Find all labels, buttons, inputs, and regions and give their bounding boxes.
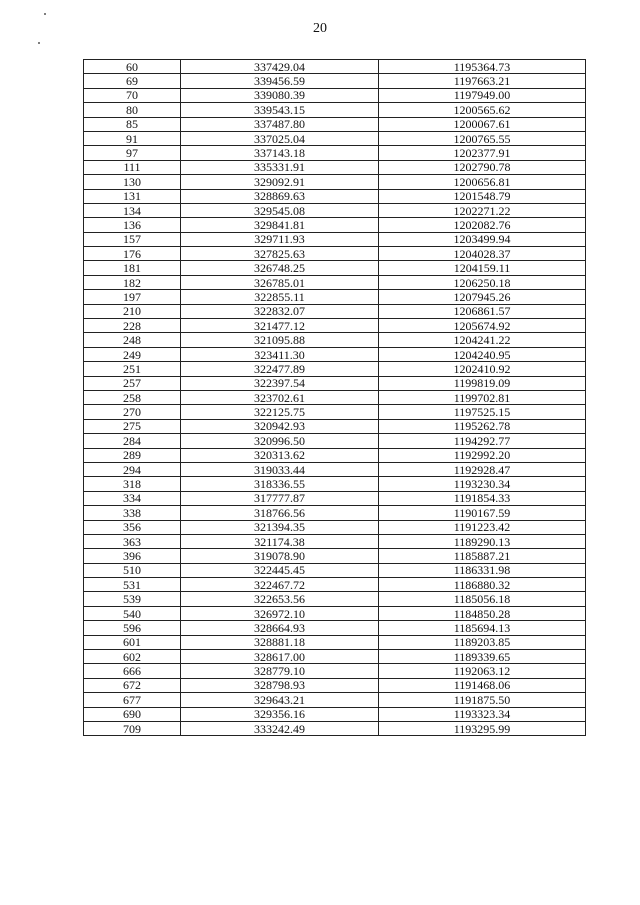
table-row xyxy=(84,592,586,606)
point-number-cell: 130 xyxy=(84,175,181,189)
x-coordinate-cell: 320996.50 xyxy=(181,434,379,448)
x-coordinate-cell: 326972.10 xyxy=(181,606,379,620)
table-row xyxy=(84,491,586,505)
y-coordinate-cell: 1207945.26 xyxy=(379,290,586,304)
table-row xyxy=(84,520,586,534)
point-number-cell: 338 xyxy=(84,506,181,520)
point-number-cell: 289 xyxy=(84,448,181,462)
table-row xyxy=(84,290,586,304)
table-body xyxy=(84,60,586,736)
point-number-cell: 531 xyxy=(84,578,181,592)
y-coordinate-cell: 1191468.06 xyxy=(379,678,586,692)
x-coordinate-cell: 337143.18 xyxy=(181,146,379,160)
x-coordinate-cell: 322477.89 xyxy=(181,362,379,376)
x-coordinate-cell: 322832.07 xyxy=(181,304,379,318)
x-coordinate-cell: 329545.08 xyxy=(181,203,379,217)
table-row xyxy=(84,606,586,620)
x-coordinate-cell: 320942.93 xyxy=(181,419,379,433)
point-number-cell: 539 xyxy=(84,592,181,606)
x-coordinate-cell: 335331.91 xyxy=(181,160,379,174)
point-number-cell: 356 xyxy=(84,520,181,534)
point-number-cell: 210 xyxy=(84,304,181,318)
table-row xyxy=(84,434,586,448)
x-coordinate-cell: 322397.54 xyxy=(181,376,379,390)
y-coordinate-cell: 1201548.79 xyxy=(379,189,586,203)
x-coordinate-cell: 329092.91 xyxy=(181,175,379,189)
y-coordinate-cell: 1193323.34 xyxy=(379,707,586,721)
point-number-cell: 540 xyxy=(84,606,181,620)
point-number-cell: 181 xyxy=(84,261,181,275)
y-coordinate-cell: 1195364.73 xyxy=(379,60,586,74)
y-coordinate-cell: 1191854.33 xyxy=(379,491,586,505)
y-coordinate-cell: 1197525.15 xyxy=(379,405,586,419)
x-coordinate-cell: 321095.88 xyxy=(181,333,379,347)
point-number-cell: 666 xyxy=(84,664,181,678)
y-coordinate-cell: 1200656.81 xyxy=(379,175,586,189)
point-number-cell: 248 xyxy=(84,333,181,347)
point-number-cell: 709 xyxy=(84,721,181,735)
y-coordinate-cell: 1195262.78 xyxy=(379,419,586,433)
x-coordinate-cell: 322653.56 xyxy=(181,592,379,606)
x-coordinate-cell: 329643.21 xyxy=(181,693,379,707)
point-number-cell: 251 xyxy=(84,362,181,376)
y-coordinate-cell: 1206861.57 xyxy=(379,304,586,318)
x-coordinate-cell: 318336.55 xyxy=(181,477,379,491)
x-coordinate-cell: 333242.49 xyxy=(181,721,379,735)
table-row xyxy=(84,578,586,592)
point-number-cell: 70 xyxy=(84,88,181,102)
x-coordinate-cell: 337487.80 xyxy=(181,117,379,131)
point-number-cell: 275 xyxy=(84,419,181,433)
coordinates-table xyxy=(83,59,586,736)
x-coordinate-cell: 322125.75 xyxy=(181,405,379,419)
x-coordinate-cell: 323702.61 xyxy=(181,390,379,404)
point-number-cell: 270 xyxy=(84,405,181,419)
y-coordinate-cell: 1206250.18 xyxy=(379,275,586,289)
x-coordinate-cell: 328664.93 xyxy=(181,621,379,635)
y-coordinate-cell: 1189339.65 xyxy=(379,650,586,664)
y-coordinate-cell: 1192928.47 xyxy=(379,462,586,476)
x-coordinate-cell: 337025.04 xyxy=(181,131,379,145)
x-coordinate-cell: 337429.04 xyxy=(181,60,379,74)
table-row xyxy=(84,376,586,390)
table-row xyxy=(84,74,586,88)
y-coordinate-cell: 1203499.94 xyxy=(379,232,586,246)
point-number-cell: 60 xyxy=(84,60,181,74)
table-row xyxy=(84,693,586,707)
x-coordinate-cell: 339456.59 xyxy=(181,74,379,88)
scan-speck xyxy=(44,13,46,15)
table-row xyxy=(84,621,586,635)
y-coordinate-cell: 1189203.85 xyxy=(379,635,586,649)
y-coordinate-cell: 1190167.59 xyxy=(379,506,586,520)
y-coordinate-cell: 1202410.92 xyxy=(379,362,586,376)
y-coordinate-cell: 1192992.20 xyxy=(379,448,586,462)
point-number-cell: 249 xyxy=(84,347,181,361)
point-number-cell: 257 xyxy=(84,376,181,390)
table-row xyxy=(84,333,586,347)
x-coordinate-cell: 317777.87 xyxy=(181,491,379,505)
x-coordinate-cell: 339543.15 xyxy=(181,103,379,117)
x-coordinate-cell: 327825.63 xyxy=(181,247,379,261)
table-row xyxy=(84,635,586,649)
x-coordinate-cell: 321174.38 xyxy=(181,534,379,548)
y-coordinate-cell: 1185887.21 xyxy=(379,549,586,563)
point-number-cell: 510 xyxy=(84,563,181,577)
x-coordinate-cell: 329356.16 xyxy=(181,707,379,721)
table-row xyxy=(84,650,586,664)
y-coordinate-cell: 1186880.32 xyxy=(379,578,586,592)
table-row xyxy=(84,534,586,548)
point-number-cell: 197 xyxy=(84,290,181,304)
y-coordinate-cell: 1204241.22 xyxy=(379,333,586,347)
point-number-cell: 601 xyxy=(84,635,181,649)
table-row xyxy=(84,707,586,721)
point-number-cell: 80 xyxy=(84,103,181,117)
point-number-cell: 111 xyxy=(84,160,181,174)
point-number-cell: 690 xyxy=(84,707,181,721)
x-coordinate-cell: 328779.10 xyxy=(181,664,379,678)
y-coordinate-cell: 1202790.78 xyxy=(379,160,586,174)
x-coordinate-cell: 326785.01 xyxy=(181,275,379,289)
x-coordinate-cell: 319078.90 xyxy=(181,549,379,563)
point-number-cell: 136 xyxy=(84,218,181,232)
table-row xyxy=(84,175,586,189)
point-number-cell: 363 xyxy=(84,534,181,548)
page-number: 20 xyxy=(313,21,327,36)
y-coordinate-cell: 1191223.42 xyxy=(379,520,586,534)
point-number-cell: 396 xyxy=(84,549,181,563)
point-number-cell: 672 xyxy=(84,678,181,692)
table-row xyxy=(84,664,586,678)
table-row xyxy=(84,347,586,361)
table-row xyxy=(84,549,586,563)
x-coordinate-cell: 321477.12 xyxy=(181,319,379,333)
x-coordinate-cell: 319033.44 xyxy=(181,462,379,476)
table-row xyxy=(84,419,586,433)
x-coordinate-cell: 328881.18 xyxy=(181,635,379,649)
point-number-cell: 228 xyxy=(84,319,181,333)
table-row xyxy=(84,103,586,117)
table-row xyxy=(84,131,586,145)
table-row xyxy=(84,247,586,261)
y-coordinate-cell: 1185694.13 xyxy=(379,621,586,635)
table-row xyxy=(84,218,586,232)
table-row xyxy=(84,117,586,131)
x-coordinate-cell: 328798.93 xyxy=(181,678,379,692)
y-coordinate-cell: 1205674.92 xyxy=(379,319,586,333)
table-row xyxy=(84,203,586,217)
point-number-cell: 176 xyxy=(84,247,181,261)
point-number-cell: 97 xyxy=(84,146,181,160)
x-coordinate-cell: 339080.39 xyxy=(181,88,379,102)
table-row xyxy=(84,160,586,174)
point-number-cell: 134 xyxy=(84,203,181,217)
point-number-cell: 69 xyxy=(84,74,181,88)
x-coordinate-cell: 329711.93 xyxy=(181,232,379,246)
y-coordinate-cell: 1191875.50 xyxy=(379,693,586,707)
scan-speck xyxy=(38,42,40,44)
x-coordinate-cell: 321394.35 xyxy=(181,520,379,534)
point-number-cell: 602 xyxy=(84,650,181,664)
table-row xyxy=(84,189,586,203)
table-row xyxy=(84,304,586,318)
x-coordinate-cell: 318766.56 xyxy=(181,506,379,520)
table-row xyxy=(84,319,586,333)
x-coordinate-cell: 322467.72 xyxy=(181,578,379,592)
x-coordinate-cell: 322855.11 xyxy=(181,290,379,304)
y-coordinate-cell: 1199702.81 xyxy=(379,390,586,404)
x-coordinate-cell: 320313.62 xyxy=(181,448,379,462)
x-coordinate-cell: 323411.30 xyxy=(181,347,379,361)
y-coordinate-cell: 1193295.99 xyxy=(379,721,586,735)
table-row xyxy=(84,232,586,246)
x-coordinate-cell: 328869.63 xyxy=(181,189,379,203)
point-number-cell: 318 xyxy=(84,477,181,491)
y-coordinate-cell: 1194292.77 xyxy=(379,434,586,448)
y-coordinate-cell: 1186331.98 xyxy=(379,563,586,577)
y-coordinate-cell: 1202082.76 xyxy=(379,218,586,232)
y-coordinate-cell: 1199819.09 xyxy=(379,376,586,390)
point-number-cell: 91 xyxy=(84,131,181,145)
y-coordinate-cell: 1204159.11 xyxy=(379,261,586,275)
point-number-cell: 677 xyxy=(84,693,181,707)
point-number-cell: 85 xyxy=(84,117,181,131)
table-row xyxy=(84,88,586,102)
table-row xyxy=(84,477,586,491)
y-coordinate-cell: 1192063.12 xyxy=(379,664,586,678)
x-coordinate-cell: 328617.00 xyxy=(181,650,379,664)
table-row xyxy=(84,275,586,289)
table-row xyxy=(84,60,586,74)
y-coordinate-cell: 1184850.28 xyxy=(379,606,586,620)
y-coordinate-cell: 1200067.61 xyxy=(379,117,586,131)
table-row xyxy=(84,261,586,275)
point-number-cell: 157 xyxy=(84,232,181,246)
x-coordinate-cell: 326748.25 xyxy=(181,261,379,275)
y-coordinate-cell: 1200765.55 xyxy=(379,131,586,145)
point-number-cell: 294 xyxy=(84,462,181,476)
table-row xyxy=(84,146,586,160)
y-coordinate-cell: 1197949.00 xyxy=(379,88,586,102)
x-coordinate-cell: 329841.81 xyxy=(181,218,379,232)
y-coordinate-cell: 1193230.34 xyxy=(379,477,586,491)
point-number-cell: 284 xyxy=(84,434,181,448)
y-coordinate-cell: 1197663.21 xyxy=(379,74,586,88)
y-coordinate-cell: 1204028.37 xyxy=(379,247,586,261)
y-coordinate-cell: 1185056.18 xyxy=(379,592,586,606)
y-coordinate-cell: 1200565.62 xyxy=(379,103,586,117)
table-row xyxy=(84,390,586,404)
table-row xyxy=(84,462,586,476)
point-number-cell: 596 xyxy=(84,621,181,635)
point-number-cell: 182 xyxy=(84,275,181,289)
point-number-cell: 258 xyxy=(84,390,181,404)
table-row xyxy=(84,506,586,520)
y-coordinate-cell: 1202377.91 xyxy=(379,146,586,160)
table-row xyxy=(84,721,586,735)
x-coordinate-cell: 322445.45 xyxy=(181,563,379,577)
y-coordinate-cell: 1204240.95 xyxy=(379,347,586,361)
table-row xyxy=(84,362,586,376)
table-row xyxy=(84,678,586,692)
table-row xyxy=(84,563,586,577)
y-coordinate-cell: 1189290.13 xyxy=(379,534,586,548)
point-number-cell: 334 xyxy=(84,491,181,505)
table-row xyxy=(84,448,586,462)
table-row xyxy=(84,405,586,419)
point-number-cell: 131 xyxy=(84,189,181,203)
y-coordinate-cell: 1202271.22 xyxy=(379,203,586,217)
